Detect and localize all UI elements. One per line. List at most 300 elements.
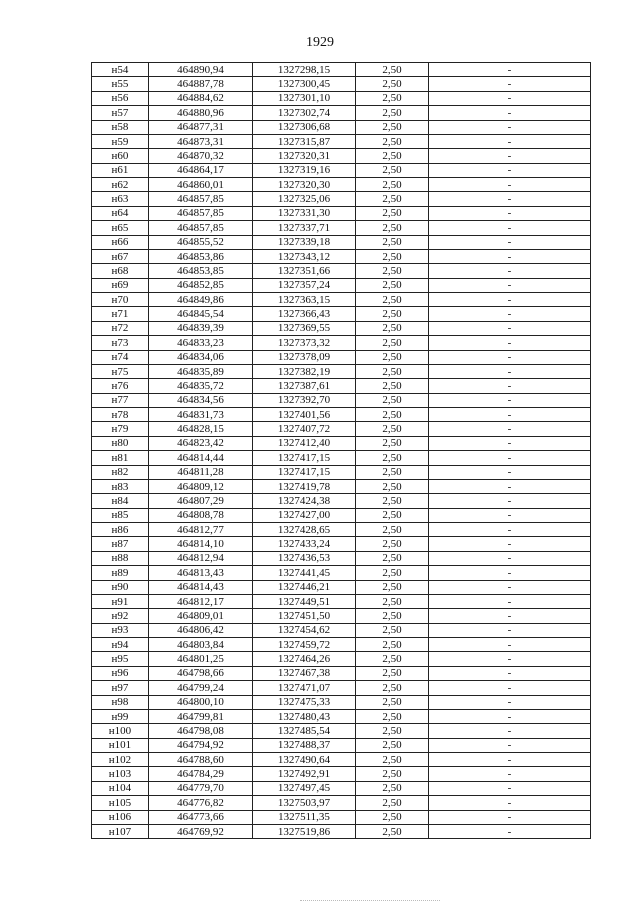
table-row [92,249,591,263]
y-coordinate-cell: 1327382,19 [253,364,356,378]
error-value-cell: 2,50 [356,594,429,608]
point-number-cell: н85 [92,508,149,522]
y-coordinate-cell: 1327459,72 [253,638,356,652]
table-row [92,810,591,824]
y-coordinate-cell: 1327300,45 [253,77,356,91]
error-value-cell: 2,50 [356,221,429,235]
note-cell: - [429,379,591,393]
note-cell: - [429,278,591,292]
error-value-cell: 2,50 [356,336,429,350]
error-value-cell: 2,50 [356,408,429,422]
y-coordinate-cell: 1327301,10 [253,91,356,105]
error-value-cell: 2,50 [356,63,429,77]
table-row [92,609,591,623]
table-row [92,293,591,307]
y-coordinate-cell: 1327319,16 [253,163,356,177]
y-coordinate-cell: 1327485,54 [253,724,356,738]
table-row [92,393,591,407]
y-coordinate-cell: 1327417,15 [253,451,356,465]
error-value-cell: 2,50 [356,508,429,522]
point-number-cell: н54 [92,63,149,77]
table-row [92,824,591,838]
x-coordinate-cell: 464812,94 [149,551,253,565]
y-coordinate-cell: 1327490,64 [253,753,356,767]
error-value-cell: 2,50 [356,350,429,364]
point-number-cell: н92 [92,609,149,623]
point-number-cell: н104 [92,781,149,795]
point-number-cell: н55 [92,77,149,91]
note-cell: - [429,796,591,810]
x-coordinate-cell: 464784,29 [149,767,253,781]
error-value-cell: 2,50 [356,580,429,594]
point-number-cell: н89 [92,566,149,580]
y-coordinate-cell: 1327475,33 [253,695,356,709]
table-row [92,192,591,206]
note-cell: - [429,523,591,537]
note-cell: - [429,465,591,479]
y-coordinate-cell: 1327446,21 [253,580,356,594]
note-cell: - [429,91,591,105]
note-cell: - [429,537,591,551]
error-value-cell: 2,50 [356,379,429,393]
note-cell: - [429,321,591,335]
point-number-cell: н67 [92,249,149,263]
x-coordinate-cell: 464814,10 [149,537,253,551]
x-coordinate-cell: 464880,96 [149,106,253,120]
error-value-cell: 2,50 [356,709,429,723]
note-cell: - [429,134,591,148]
point-number-cell: н60 [92,149,149,163]
x-coordinate-cell: 464845,54 [149,307,253,321]
x-coordinate-cell: 464887,78 [149,77,253,91]
point-number-cell: н58 [92,120,149,134]
x-coordinate-cell: 464860,01 [149,178,253,192]
table-row [92,623,591,637]
note-cell: - [429,350,591,364]
error-value-cell: 2,50 [356,566,429,580]
note-cell: - [429,422,591,436]
note-cell: - [429,709,591,723]
error-value-cell: 2,50 [356,681,429,695]
x-coordinate-cell: 464773,66 [149,810,253,824]
y-coordinate-cell: 1327467,38 [253,666,356,680]
table-row [92,479,591,493]
point-number-cell: н105 [92,796,149,810]
note-cell: - [429,293,591,307]
note-cell: - [429,206,591,220]
table-row [92,221,591,235]
y-coordinate-cell: 1327497,45 [253,781,356,795]
table-row [92,350,591,364]
table-row [92,206,591,220]
point-number-cell: н71 [92,307,149,321]
point-number-cell: н86 [92,523,149,537]
y-coordinate-cell: 1327427,00 [253,508,356,522]
point-number-cell: н68 [92,264,149,278]
error-value-cell: 2,50 [356,249,429,263]
x-coordinate-cell: 464800,10 [149,695,253,709]
error-value-cell: 2,50 [356,479,429,493]
x-coordinate-cell: 464814,44 [149,451,253,465]
x-coordinate-cell: 464853,85 [149,264,253,278]
point-number-cell: н70 [92,293,149,307]
note-cell: - [429,666,591,680]
point-number-cell: н100 [92,724,149,738]
error-value-cell: 2,50 [356,652,429,666]
x-coordinate-cell: 464809,01 [149,609,253,623]
x-coordinate-cell: 464808,78 [149,508,253,522]
x-coordinate-cell: 464813,43 [149,566,253,580]
point-number-cell: н73 [92,336,149,350]
table-row [92,666,591,680]
error-value-cell: 2,50 [356,235,429,249]
note-cell: - [429,192,591,206]
x-coordinate-cell: 464812,17 [149,594,253,608]
error-value-cell: 2,50 [356,666,429,680]
error-value-cell: 2,50 [356,695,429,709]
point-number-cell: н81 [92,451,149,465]
y-coordinate-cell: 1327325,06 [253,192,356,206]
note-cell: - [429,451,591,465]
point-number-cell: н69 [92,278,149,292]
table-row [92,106,591,120]
x-coordinate-cell: 464809,12 [149,479,253,493]
error-value-cell: 2,50 [356,738,429,752]
note-cell: - [429,149,591,163]
table-row [92,537,591,551]
point-number-cell: н56 [92,91,149,105]
note-cell: - [429,652,591,666]
error-value-cell: 2,50 [356,465,429,479]
y-coordinate-cell: 1327401,56 [253,408,356,422]
y-coordinate-cell: 1327357,24 [253,278,356,292]
x-coordinate-cell: 464779,70 [149,781,253,795]
point-number-cell: н66 [92,235,149,249]
x-coordinate-cell: 464834,56 [149,393,253,407]
error-value-cell: 2,50 [356,551,429,565]
x-coordinate-cell: 464873,31 [149,134,253,148]
y-coordinate-cell: 1327378,09 [253,350,356,364]
y-coordinate-cell: 1327363,15 [253,293,356,307]
note-cell: - [429,77,591,91]
y-coordinate-cell: 1327302,74 [253,106,356,120]
error-value-cell: 2,50 [356,91,429,105]
note-cell: - [429,566,591,580]
x-coordinate-cell: 464853,86 [149,249,253,263]
scan-artifact-line [300,900,440,901]
x-coordinate-cell: 464884,62 [149,91,253,105]
y-coordinate-cell: 1327424,38 [253,494,356,508]
point-number-cell: н57 [92,106,149,120]
note-cell: - [429,681,591,695]
error-value-cell: 2,50 [356,77,429,91]
error-value-cell: 2,50 [356,293,429,307]
y-coordinate-cell: 1327503,97 [253,796,356,810]
table-row [92,278,591,292]
point-number-cell: н84 [92,494,149,508]
y-coordinate-cell: 1327392,70 [253,393,356,407]
point-number-cell: н90 [92,580,149,594]
table-row [92,77,591,91]
y-coordinate-cell: 1327315,87 [253,134,356,148]
y-coordinate-cell: 1327343,12 [253,249,356,263]
y-coordinate-cell: 1327373,32 [253,336,356,350]
note-cell: - [429,824,591,838]
point-number-cell: н65 [92,221,149,235]
note-cell: - [429,494,591,508]
y-coordinate-cell: 1327454,62 [253,623,356,637]
x-coordinate-cell: 464803,84 [149,638,253,652]
error-value-cell: 2,50 [356,321,429,335]
table-row [92,379,591,393]
x-coordinate-cell: 464807,29 [149,494,253,508]
note-cell: - [429,508,591,522]
y-coordinate-cell: 1327387,61 [253,379,356,393]
note-cell: - [429,63,591,77]
error-value-cell: 2,50 [356,436,429,450]
error-value-cell: 2,50 [356,192,429,206]
x-coordinate-cell: 464812,77 [149,523,253,537]
point-number-cell: н95 [92,652,149,666]
table-row [92,465,591,479]
point-number-cell: н93 [92,623,149,637]
table-row [92,767,591,781]
note-cell: - [429,235,591,249]
x-coordinate-cell: 464835,89 [149,364,253,378]
error-value-cell: 2,50 [356,307,429,321]
y-coordinate-cell: 1327320,30 [253,178,356,192]
y-coordinate-cell: 1327320,31 [253,149,356,163]
point-number-cell: н98 [92,695,149,709]
x-coordinate-cell: 464831,73 [149,408,253,422]
table-row [92,796,591,810]
note-cell: - [429,594,591,608]
note-cell: - [429,436,591,450]
error-value-cell: 2,50 [356,393,429,407]
y-coordinate-cell: 1327369,55 [253,321,356,335]
error-value-cell: 2,50 [356,149,429,163]
error-value-cell: 2,50 [356,523,429,537]
x-coordinate-cell: 464811,28 [149,465,253,479]
point-number-cell: н97 [92,681,149,695]
table-row [92,235,591,249]
y-coordinate-cell: 1327488,37 [253,738,356,752]
table-row [92,364,591,378]
y-coordinate-cell: 1327464,26 [253,652,356,666]
x-coordinate-cell: 464855,52 [149,235,253,249]
point-number-cell: н82 [92,465,149,479]
x-coordinate-cell: 464857,85 [149,221,253,235]
error-value-cell: 2,50 [356,422,429,436]
x-coordinate-cell: 464794,92 [149,738,253,752]
note-cell: - [429,393,591,407]
point-number-cell: н63 [92,192,149,206]
y-coordinate-cell: 1327417,15 [253,465,356,479]
table-row [92,321,591,335]
table-row [92,408,591,422]
note-cell: - [429,695,591,709]
x-coordinate-cell: 464806,42 [149,623,253,637]
table-row [92,709,591,723]
point-number-cell: н62 [92,178,149,192]
error-value-cell: 2,50 [356,106,429,120]
note-cell: - [429,738,591,752]
note-cell: - [429,249,591,263]
table-row [92,781,591,795]
error-value-cell: 2,50 [356,753,429,767]
error-value-cell: 2,50 [356,494,429,508]
x-coordinate-cell: 464849,86 [149,293,253,307]
error-value-cell: 2,50 [356,178,429,192]
coordinates-table [91,62,591,839]
point-number-cell: н76 [92,379,149,393]
error-value-cell: 2,50 [356,810,429,824]
note-cell: - [429,580,591,594]
error-value-cell: 2,50 [356,364,429,378]
table-row [92,149,591,163]
x-coordinate-cell: 464852,85 [149,278,253,292]
table-row [92,307,591,321]
error-value-cell: 2,50 [356,767,429,781]
table-row [92,63,591,77]
note-cell: - [429,221,591,235]
y-coordinate-cell: 1327331,30 [253,206,356,220]
note-cell: - [429,551,591,565]
x-coordinate-cell: 464833,23 [149,336,253,350]
table-row [92,594,591,608]
y-coordinate-cell: 1327441,45 [253,566,356,580]
table-row [92,422,591,436]
y-coordinate-cell: 1327412,40 [253,436,356,450]
x-coordinate-cell: 464769,92 [149,824,253,838]
y-coordinate-cell: 1327306,68 [253,120,356,134]
table-row [92,638,591,652]
error-value-cell: 2,50 [356,120,429,134]
note-cell: - [429,609,591,623]
note-cell: - [429,307,591,321]
y-coordinate-cell: 1327298,15 [253,63,356,77]
point-number-cell: н91 [92,594,149,608]
note-cell: - [429,781,591,795]
table-row [92,566,591,580]
note-cell: - [429,479,591,493]
point-number-cell: н94 [92,638,149,652]
y-coordinate-cell: 1327519,86 [253,824,356,838]
table-row [92,681,591,695]
point-number-cell: н99 [92,709,149,723]
x-coordinate-cell: 464776,82 [149,796,253,810]
x-coordinate-cell: 464857,85 [149,206,253,220]
table-row [92,695,591,709]
x-coordinate-cell: 464788,60 [149,753,253,767]
error-value-cell: 2,50 [356,278,429,292]
x-coordinate-cell: 464834,06 [149,350,253,364]
y-coordinate-cell: 1327419,78 [253,479,356,493]
point-number-cell: н75 [92,364,149,378]
coordinates-table-body [92,63,591,839]
error-value-cell: 2,50 [356,781,429,795]
y-coordinate-cell: 1327366,43 [253,307,356,321]
x-coordinate-cell: 464890,94 [149,63,253,77]
note-cell: - [429,638,591,652]
error-value-cell: 2,50 [356,134,429,148]
point-number-cell: н96 [92,666,149,680]
x-coordinate-cell: 464798,66 [149,666,253,680]
y-coordinate-cell: 1327428,65 [253,523,356,537]
note-cell: - [429,264,591,278]
point-number-cell: н61 [92,163,149,177]
error-value-cell: 2,50 [356,609,429,623]
x-coordinate-cell: 464799,81 [149,709,253,723]
note-cell: - [429,178,591,192]
table-row [92,436,591,450]
x-coordinate-cell: 464877,31 [149,120,253,134]
x-coordinate-cell: 464835,72 [149,379,253,393]
error-value-cell: 2,50 [356,724,429,738]
x-coordinate-cell: 464799,24 [149,681,253,695]
point-number-cell: н87 [92,537,149,551]
table-row [92,264,591,278]
point-number-cell: н106 [92,810,149,824]
table-row [92,494,591,508]
note-cell: - [429,767,591,781]
y-coordinate-cell: 1327480,43 [253,709,356,723]
table-row [92,724,591,738]
error-value-cell: 2,50 [356,638,429,652]
y-coordinate-cell: 1327511,35 [253,810,356,824]
x-coordinate-cell: 464798,08 [149,724,253,738]
table-row [92,178,591,192]
note-cell: - [429,408,591,422]
error-value-cell: 2,50 [356,824,429,838]
point-number-cell: н88 [92,551,149,565]
y-coordinate-cell: 1327339,18 [253,235,356,249]
table-row [92,163,591,177]
page-number: 1929 [306,35,334,50]
y-coordinate-cell: 1327449,51 [253,594,356,608]
table-row [92,134,591,148]
point-number-cell: н107 [92,824,149,838]
x-coordinate-cell: 464857,85 [149,192,253,206]
y-coordinate-cell: 1327351,66 [253,264,356,278]
error-value-cell: 2,50 [356,206,429,220]
point-number-cell: н72 [92,321,149,335]
note-cell: - [429,753,591,767]
error-value-cell: 2,50 [356,163,429,177]
note-cell: - [429,336,591,350]
error-value-cell: 2,50 [356,623,429,637]
table-row [92,120,591,134]
note-cell: - [429,106,591,120]
y-coordinate-cell: 1327337,71 [253,221,356,235]
x-coordinate-cell: 464828,15 [149,422,253,436]
note-cell: - [429,364,591,378]
error-value-cell: 2,50 [356,796,429,810]
note-cell: - [429,163,591,177]
point-number-cell: н74 [92,350,149,364]
note-cell: - [429,120,591,134]
table-row [92,91,591,105]
error-value-cell: 2,50 [356,264,429,278]
table-row [92,336,591,350]
note-cell: - [429,623,591,637]
table-row [92,580,591,594]
x-coordinate-cell: 464801,25 [149,652,253,666]
x-coordinate-cell: 464864,17 [149,163,253,177]
y-coordinate-cell: 1327492,91 [253,767,356,781]
table-row [92,508,591,522]
point-number-cell: н102 [92,753,149,767]
